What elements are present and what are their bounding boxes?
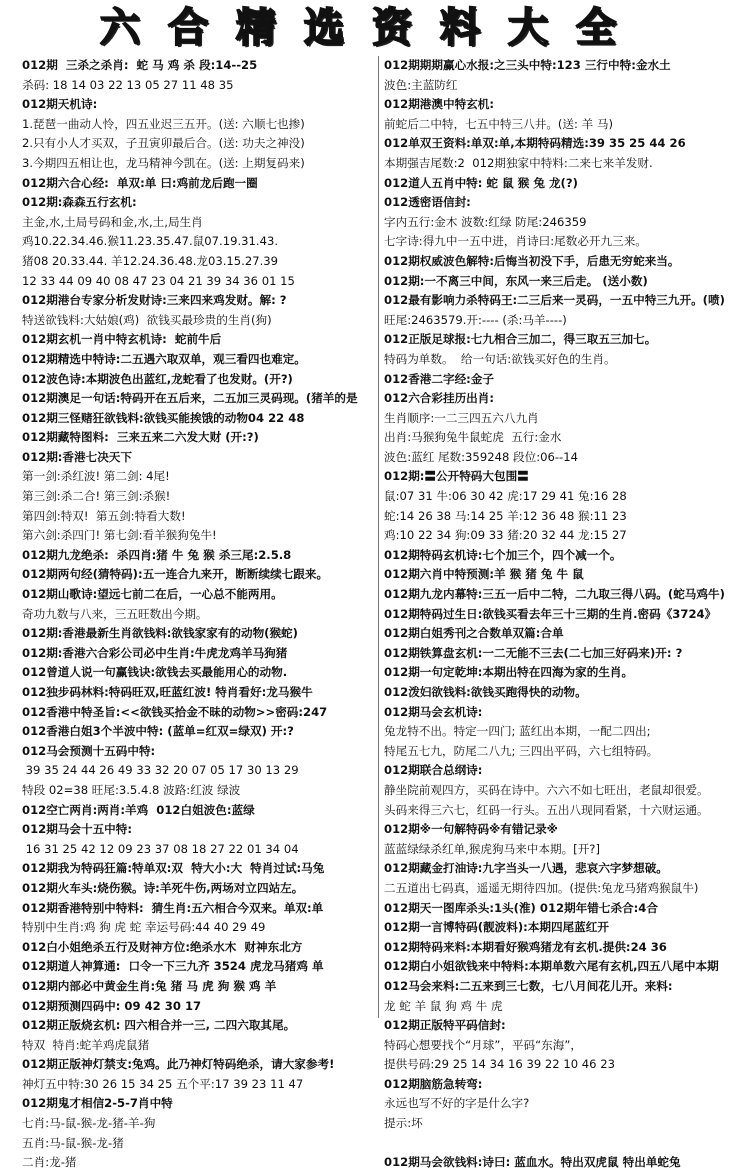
text-line: 二五道出七码真，遥遥无期待四加。(提供:兔龙马猪鸡猴鼠牛)	[384, 880, 699, 895]
text-line: 特码为单数。 给一句话:欲钱买好色的生肖。	[384, 351, 616, 366]
text-line: 永远也写不好的字是什么字?	[384, 1096, 530, 1111]
text-line: 012香港中特圣旨:<<欲钱买拾金不昧的动物>>密码:247	[22, 704, 328, 719]
text-line: 012期特码玄机诗:七个加三个，四个减一个。	[384, 547, 622, 562]
text-line: 012期正版烧玄机: 四六相合并一三, 二四六取其尾。	[22, 1018, 296, 1033]
text-line: 16 31 25 42 12 09 23 37 08 18 27 22 01 34 04	[22, 841, 299, 856]
text-line: 波色:主蓝防红	[384, 77, 458, 92]
text-line: 012期六合心经: 单双:单 曰:鸡前龙后跑一圈	[22, 175, 258, 190]
text-line: 012期预测四码中: 09 42 30 17	[22, 998, 202, 1013]
column-divider	[378, 56, 379, 1018]
text-line: 012期两句经(猜特码):五一连合九来开，断断续续七跟来。	[22, 567, 329, 582]
text-line: 鸡:10 22 34 狗:09 33 猪:20 32 44 龙:15 27	[384, 528, 627, 543]
text-line: 012曾道人说一句赢钱诀:欲钱去买最能用心的动物.	[22, 665, 288, 680]
text-line: 字内五行:金木 波数:红绿 防尾:246359	[384, 214, 587, 229]
text-line: 012期精选中特诗:二五遇六取双单，观三看四也难定。	[22, 351, 306, 366]
text-line: 012期道人神算通: 口令一下三九齐 3524 虎龙马猪鸡 单	[22, 959, 324, 974]
text-line: 主金,水,土局号码和金,水,土,局生肖	[22, 214, 203, 229]
text-line: 神灯五中特:30 26 15 34 25 五个平:17 39 23 11 47	[22, 1076, 304, 1091]
text-line: 头码来得三六七，红码一行头。五出八现同看紧，十六财运通。	[384, 802, 709, 817]
left-column	[22, 56, 372, 1173]
text-line: 特段 02=38 旺尾:3.5.4.8 波路:红波 绿波	[22, 782, 241, 797]
text-line: 012期※一句解特码※有错记录※	[384, 822, 558, 837]
text-line: 第六剑:杀四门! 第七剑:看羊猴狗兔牛!	[22, 528, 217, 543]
text-line: 提示:坏	[384, 1116, 423, 1131]
text-line: 012期正版特平码信封:	[384, 1018, 506, 1033]
text-line: 012期联合总纲诗:	[384, 763, 483, 778]
text-line: 特送欲钱料:大姑娘(鸡) 欲钱买最珍贵的生肖(狗)	[22, 312, 272, 327]
text-line: 012期火车头:烧伤猴。诗:羊死牛伤,两场对立四站左。	[22, 880, 304, 895]
text-line	[384, 1134, 734, 1154]
text-line: 奇功九数与八来，三五旺数出今期。	[22, 606, 208, 621]
text-line: 杀码: 18 14 03 22 13 05 27 11 48 35	[22, 77, 234, 92]
text-line: 012独步码林料:特码旺双,旺蓝红波! 特肖看好:龙马猴牛	[22, 685, 313, 699]
text-line: 012波色诗:本期波色出蓝红,龙蛇看了也发财。(开?)	[22, 371, 293, 386]
text-line: 012期香港特别中特料: 猜生肖:五六相合今双来。单双:单	[22, 900, 324, 915]
text-line: 012期权威波色解特:后悔当初没下手，后患无穷蛇来当。	[384, 253, 680, 268]
text-line: 兔龙特不出。特定一四门; 蓝红出本期，一配二四出;	[384, 724, 651, 739]
text-line: 第三剑:杀二合! 第三剑:杀猴!	[22, 489, 171, 504]
text-line: 39 35 24 44 26 49 33 32 20 07 05 17 30 13 29	[22, 763, 299, 778]
text-line: 012期玄机一肖中特玄机诗: 蛇前牛后	[22, 332, 222, 347]
text-line: 012期白姐秀刊之合数单双篇:合单	[384, 626, 564, 641]
text-line: 012期山歌诗:望远七前二在后，一心总不能两用。	[22, 587, 283, 602]
text-line: 012期马会欲钱料:诗曰: 蓝血水。特出双虎鼠 特出单蛇兔	[384, 1155, 681, 1170]
text-line: 012期:〓公开特码大包围〓	[384, 469, 529, 484]
text-line: 012期我为特码狂篇:特单双:双 特大小:大 特肖过试:马兔	[22, 861, 325, 876]
text-line: 012期特码过生日:欲钱买看去年三十三期的生肖.密码《3724》	[384, 606, 717, 621]
text-line: 第一剑:杀红波! 第二剑: 4尾!	[22, 469, 170, 484]
text-line: 012期:香港七决天下	[22, 449, 132, 464]
text-line: 特码心想要找个“月球”，平码“东海”，	[384, 1037, 582, 1052]
text-line: 012期天机诗:	[22, 97, 98, 112]
text-line: 鸡10.22.34.46.猴11.23.35.47.鼠07.19.31.43.	[22, 234, 279, 249]
text-line: 012白小姐绝杀五行及财神方位:绝杀水木 财神东北方	[22, 939, 303, 954]
text-line: 012期白小姐欲钱来中特料:本期单数六尾有玄机,四五八尾中本期	[384, 959, 719, 974]
text-line: 012期九龙内幕特:三五一后中二特，二九取三得八码。(蛇马鸡牛)	[384, 587, 725, 602]
text-line: 生肖顺序:一二三四五六八九肖	[384, 410, 539, 425]
text-line: 012期马会十五中特:	[22, 822, 132, 837]
text-line: 鼠:07 31 牛:06 30 42 虎:17 29 41 兔:16 28	[384, 489, 627, 504]
text-line: 2.只有小人才买双，子丑寅卯最后合。(送: 功夫之神没)	[22, 136, 305, 151]
page-title: 六合精选资料大全	[100, 4, 644, 51]
text-line: 提供号码:29 25 14 34 16 39 22 10 46 23	[384, 1057, 615, 1072]
text-line: 012期港台专家分析发财诗:三来四来鸡发财。解: ?	[22, 293, 287, 308]
text-line: 012透密语信封:	[384, 195, 471, 210]
text-line: 蛇:14 26 38 马:14 25 羊:12 36 48 猴:11 23	[384, 508, 627, 523]
text-line: 012期期期赢心水报:之三头中特:123 三行中特:金水土	[384, 58, 671, 72]
text-line: 猪08 20.33.44. 羊12.24.36.48.龙03.15.27.39	[22, 253, 279, 268]
text-line: 012期藏特图料: 三来五来二六发大财 (开:?)	[22, 430, 259, 445]
text-line: 012期港澳中特玄机:	[384, 97, 494, 112]
text-line: 012道人五肖中特: 蛇 鼠 猴 兔 龙(?)	[384, 175, 578, 190]
text-line: 七字诗:得九中一五中进，肖诗曰:尾数必开九三来。	[384, 234, 647, 249]
text-line: 012香港二字经:金子	[384, 371, 494, 386]
text-line: 012期内部必中黄金生肖:兔 猪 马 虎 狗 猴 鸡 羊	[22, 978, 277, 993]
text-line: 012期特码来料:本期看好猴鸡猪龙有玄机.提供:24 36	[384, 939, 667, 954]
text-line: 012期 三杀之杀肖: 蛇 马 鸡 杀 段:14--25	[22, 58, 258, 72]
text-line: 012期:香港最新生肖欲钱料:欲钱家家有的动物(猴蛇)	[22, 626, 298, 641]
text-line: 012泼妇欲钱料:欲钱买跑得快的动物。	[384, 685, 587, 699]
text-line: 012香港白姐3个半波中特: (蓝单=红双=绿双) 开:?	[22, 724, 294, 739]
text-line: 012期澳足一句话:特码开在五后来，二五加三灵码现。(猪羊的是	[22, 391, 358, 406]
text-line: 3.今期四五相让也，龙马精神今凯在。(送: 上期复码来)	[22, 155, 305, 170]
text-line: 12 33 44 09 40 08 47 23 04 21 39 34 36 01 15	[22, 273, 295, 288]
text-line: 012单双王资料:单双:单,本期特码精选:39 35 25 44 26	[384, 136, 686, 151]
text-line: 旺尾:2463579.开:---- (杀:马羊----)	[384, 312, 567, 327]
text-line: 012期脑筋急转弯:	[384, 1076, 483, 1091]
text-line: 012期九龙绝杀: 杀四肖:猪 牛 兔 猴 杀三尾:2.5.8	[22, 547, 292, 562]
text-line: 第四剑:特双! 第五剑:特看大数!	[22, 508, 186, 523]
text-line: 012马会来料:二五来到三七数，七八月间花儿开。来料:	[384, 978, 673, 993]
text-line: 前蛇后二中特，七五中特三八井。(送: 羊 马)	[384, 116, 614, 131]
text-line: 特别中生肖:鸡 狗 虎 蛇 幸运号码:44 40 29 49	[22, 920, 266, 935]
text-line: 波色:蓝红 尾数:359248 段位:06--14	[384, 449, 578, 464]
text-line: 二肖:龙-猪	[22, 1155, 77, 1170]
text-line: 012期鬼才相信2-5-7肖中特	[22, 1096, 173, 1111]
text-line: 龙 蛇 羊 鼠 狗 鸡 牛 虎	[384, 998, 503, 1013]
text-line: 012六合彩挂历出肖:	[384, 391, 494, 406]
text-line: 012期三怪赌狂欲钱料:欲钱买能挨饿的动物04 22 48	[22, 410, 305, 425]
text-line: 本期强吉尾数:2 012期独家中特料:二来七来羊发财.	[384, 155, 653, 170]
text-line: 012期:香港六合彩公司必中生肖:牛虎龙鸡羊马狗猪	[22, 645, 288, 660]
text-line: 012期马会玄机诗:	[384, 704, 483, 719]
text-line: 012马会预测十五码中特:	[22, 743, 156, 758]
right-column	[384, 56, 734, 1173]
text-line: 012期天一图库杀头:1头(淮) 012期年错七杀合:4合	[384, 900, 658, 915]
text-line: 012期一句定乾坤:本期出特在四海为家的生肖。	[384, 665, 634, 680]
text-line: 012期六肖中特预测:羊 猴 猪 兔 牛 鼠	[384, 567, 584, 582]
text-line: 012期正版神灯禁支:兔鸡。此乃神灯特码绝杀，请大家参考!	[22, 1057, 335, 1072]
text-line: 1.琵琶一曲动人怜，四五业迟三五开。(送: 六顺七也掺)	[22, 116, 305, 131]
text-line: 012期一言博特码(靓波料):本期四尾蓝红开	[384, 920, 609, 935]
text-line: 012空亡两肖:两肖:羊鸡 012白姐波色:蓝绿	[22, 802, 255, 817]
text-line: 012期藏金打油诗:九字当头一八遇，悲哀六字梦想破。	[384, 861, 668, 876]
text-line: 012期铁算盘玄机:一二无能不三去(二七加三好码来)开: ?	[384, 645, 683, 660]
text-line: 012正版足球报:七九相合三加二，得三取五三加七。	[384, 332, 657, 347]
text-line: 五肖:马-鼠-猴-龙-猪	[22, 1135, 124, 1150]
text-line: 蓝蓝绿绿杀红单,猴虎狗马来中本期。[开?]	[384, 841, 600, 856]
text-line: 特双 特肖:蛇羊鸡虎鼠猪	[22, 1037, 150, 1052]
text-line: 特尾五七九，防尾二八九; 三四出平码，六七组特码。	[384, 743, 659, 758]
text-line: 出肖:马猴狗兔牛鼠蛇虎 五行:金水	[384, 430, 562, 445]
text-line: 012期:一不离三中间，东风一来三后走。 (送小数)	[384, 273, 648, 288]
text-line: 012最有影响力杀特码王:二三后来一灵码，一五中特三九开。(喷)	[384, 293, 725, 308]
text-line: 七肖:马-鼠-猴-龙-猪-羊-狗	[22, 1116, 156, 1131]
text-line: 012期:森森五行玄机:	[22, 195, 137, 210]
text-line: 静坐院前观四方，买码在诗中。六六不如七旺出，老鼠却很爱。	[384, 782, 709, 797]
